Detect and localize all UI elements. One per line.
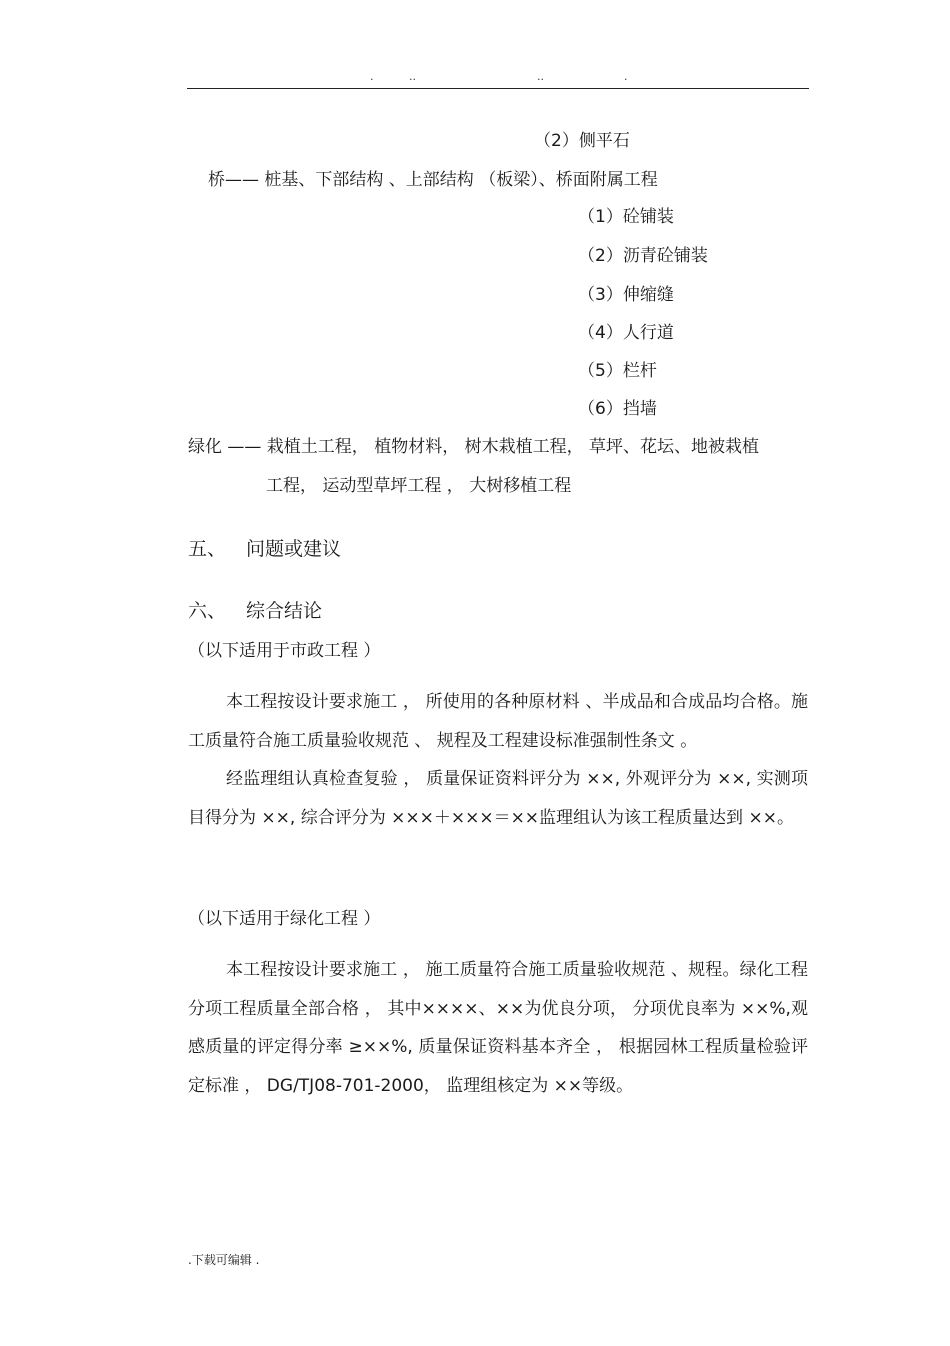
bridge-item: （4）人行道 <box>578 323 674 343</box>
greening-note: （以下适用于绿化工程 ） <box>188 909 381 929</box>
greening-line-1: 绿化 —— 栽植土工程， 植物材料， 树木栽植工程， 草坪、花坛、地被栽植 <box>188 437 760 457</box>
bridge-item: （6）挡墙 <box>578 399 657 419</box>
bridge-item: （5）栏杆 <box>578 361 657 381</box>
header-dots <box>187 70 809 84</box>
header-rule <box>187 88 809 89</box>
municipal-paragraph-1: 本工程按设计要求施工 ， 所使用的各种原材料 、半成品和合成品均合格。施工质量符合施工质量验收规范 、 规程及工程建设标准强制性条文 。 <box>188 692 808 751</box>
header-dot: .. <box>537 70 544 83</box>
bridge-item: （3）伸缩缝 <box>578 285 674 305</box>
section-six-title: 综合结论 <box>246 600 323 622</box>
section-five-title: 问题或建议 <box>246 538 342 560</box>
municipal-paragraph-2: 经监理组认真检查复验 ， 质量保证资料评分为 ××, 外观评分为 ××, 实测项目得分为 ××, 综合评分为 ×××＋×××＝××监理组认为该工程质量达到 ××。 <box>188 769 808 828</box>
header-dot: . <box>624 70 628 83</box>
section-five-number: 五、 <box>188 538 227 560</box>
footer-text: .下载可编辑 . <box>188 1253 260 1267</box>
bridge-pre-item: （2）侧平石 <box>534 131 630 151</box>
municipal-note: （以下适用于市政工程 ） <box>188 641 381 661</box>
greening-paragraph: 本工程按设计要求施工 ， 施工质量符合施工质量验收规范 、规程。绿化工程分项工程质量全部合格 ， 其中××××、××为优良分项， 分项优良率为 ××%,观感质量的评定得分率 ≥××%, 质量保证资料基本齐全 ， 根据园林工程质量检验评定标准 ， DG/TJ08-701-2000， 监理组核定为 ××等级。 <box>188 960 808 1096</box>
bridge-item: （2）沥青砼铺装 <box>578 246 708 266</box>
header-dot: .. <box>409 70 416 83</box>
section-six-number: 六、 <box>188 600 227 622</box>
bridge-line: 桥—— 桩基、下部结构 、上部结构 （板梁）、桥面附属工程 <box>208 170 658 190</box>
bridge-item: （1）砼铺装 <box>578 207 674 227</box>
greening-line-2: 工程， 运动型草坪工程 ， 大树移植工程 <box>266 476 572 496</box>
header-dot: . <box>370 70 374 83</box>
